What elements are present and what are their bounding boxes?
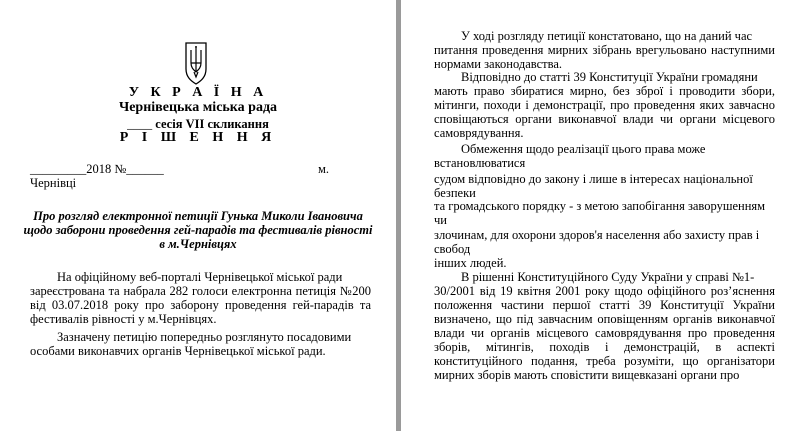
left-p2-first-line: Зазначену петицію попередньо розглянуто посадовими	[57, 330, 352, 344]
header-session	[0, 117, 396, 131]
doc-type: Р І Ш Е Н Н Я	[119, 130, 277, 145]
title-line-3: в м.Чернівцях	[159, 237, 237, 251]
right-p4-first-line: В рішенні Конституційного Суду України у справі №1-	[461, 270, 755, 284]
right-p3-line-6: чи	[434, 213, 447, 227]
session-label: сесія VII скликання	[155, 117, 269, 131]
coat-of-arms-icon	[183, 39, 209, 86]
right-p3-line-4: безпеки	[434, 186, 476, 200]
header-country: У К Р А Ї Н А	[128, 85, 268, 100]
right-p4-body: 30/2001 від 19 квітня 2001 року щодо офіційного розʼяснення положення частини першої статті 39 Конституції України визначено, що під завчасним оповіщенням органів виконавчої влади чи органів місцевого самоврядування про проведення зборів, мітингів, походів і демонстрацій, в аспекті конституційного подання, треба розуміти, що організатори мирних зборів мають сповістити вищевказані органи про	[434, 284, 775, 382]
document-page-left	[0, 0, 396, 431]
right-p3-line-2: встановлюватися	[434, 156, 526, 170]
place-prefix: м.	[318, 162, 330, 176]
right-p3-line-7: злочинам, для охорони здоров'я населення або захисту прав і	[434, 228, 760, 242]
document-page-right	[401, 0, 800, 431]
right-p3-line-5: та громадського порядку - з метою запобігання заворушенням	[434, 199, 766, 213]
right-p1-body: питання проведення мирних зібрань врегульовано наступними нормами законодавства.	[434, 43, 775, 71]
decision-date: _________2018 №______	[30, 162, 164, 176]
left-p1-first-line: На офіційному веб-порталі Чернівецької міської ради	[57, 270, 343, 284]
title-line-2: щодо заборони проведення гей-парадів та фестивалів рівності	[23, 223, 373, 237]
right-p1-first-line: У ході розгляду петиції констатовано, що на даний час	[461, 29, 753, 43]
right-p3-line-8: свобод	[434, 242, 471, 256]
right-p3-line-3: судом відповідно до закону і лише в інтересах національної	[434, 172, 753, 186]
session-blank: ____	[127, 117, 153, 131]
place: Чернівці	[30, 176, 77, 190]
right-p3-line-1: Обмеження щодо реалізації цього права може	[461, 142, 706, 156]
right-p2-first-line: Відповідно до статті 39 Конституції України громадяни	[461, 70, 758, 84]
title-line-1: Про розгляд електронної петиції Гунька Миколи Івановича	[33, 209, 363, 223]
header-council: Чернівецька міська рада	[118, 100, 278, 115]
left-p2-body: особами виконавчих органів Чернівецької міської ради.	[30, 344, 326, 358]
right-p3-line-9: інших людей.	[434, 256, 507, 270]
left-p1-body: зареєстрована та набрала 282 голоси електронна петиція №200 від 03.07.2018 року про заборону проведення гей-парадів та фестивалів рівності у м.Чернівцях.	[30, 284, 371, 326]
right-p2-body: мають право збиратися мирно, без зброї і проводити збори, мітинги, походи і демонстрації, про проведення яких завчасно сповіщаються органи виконавчої влади чи органи місцевого самоврядування.	[434, 84, 775, 140]
